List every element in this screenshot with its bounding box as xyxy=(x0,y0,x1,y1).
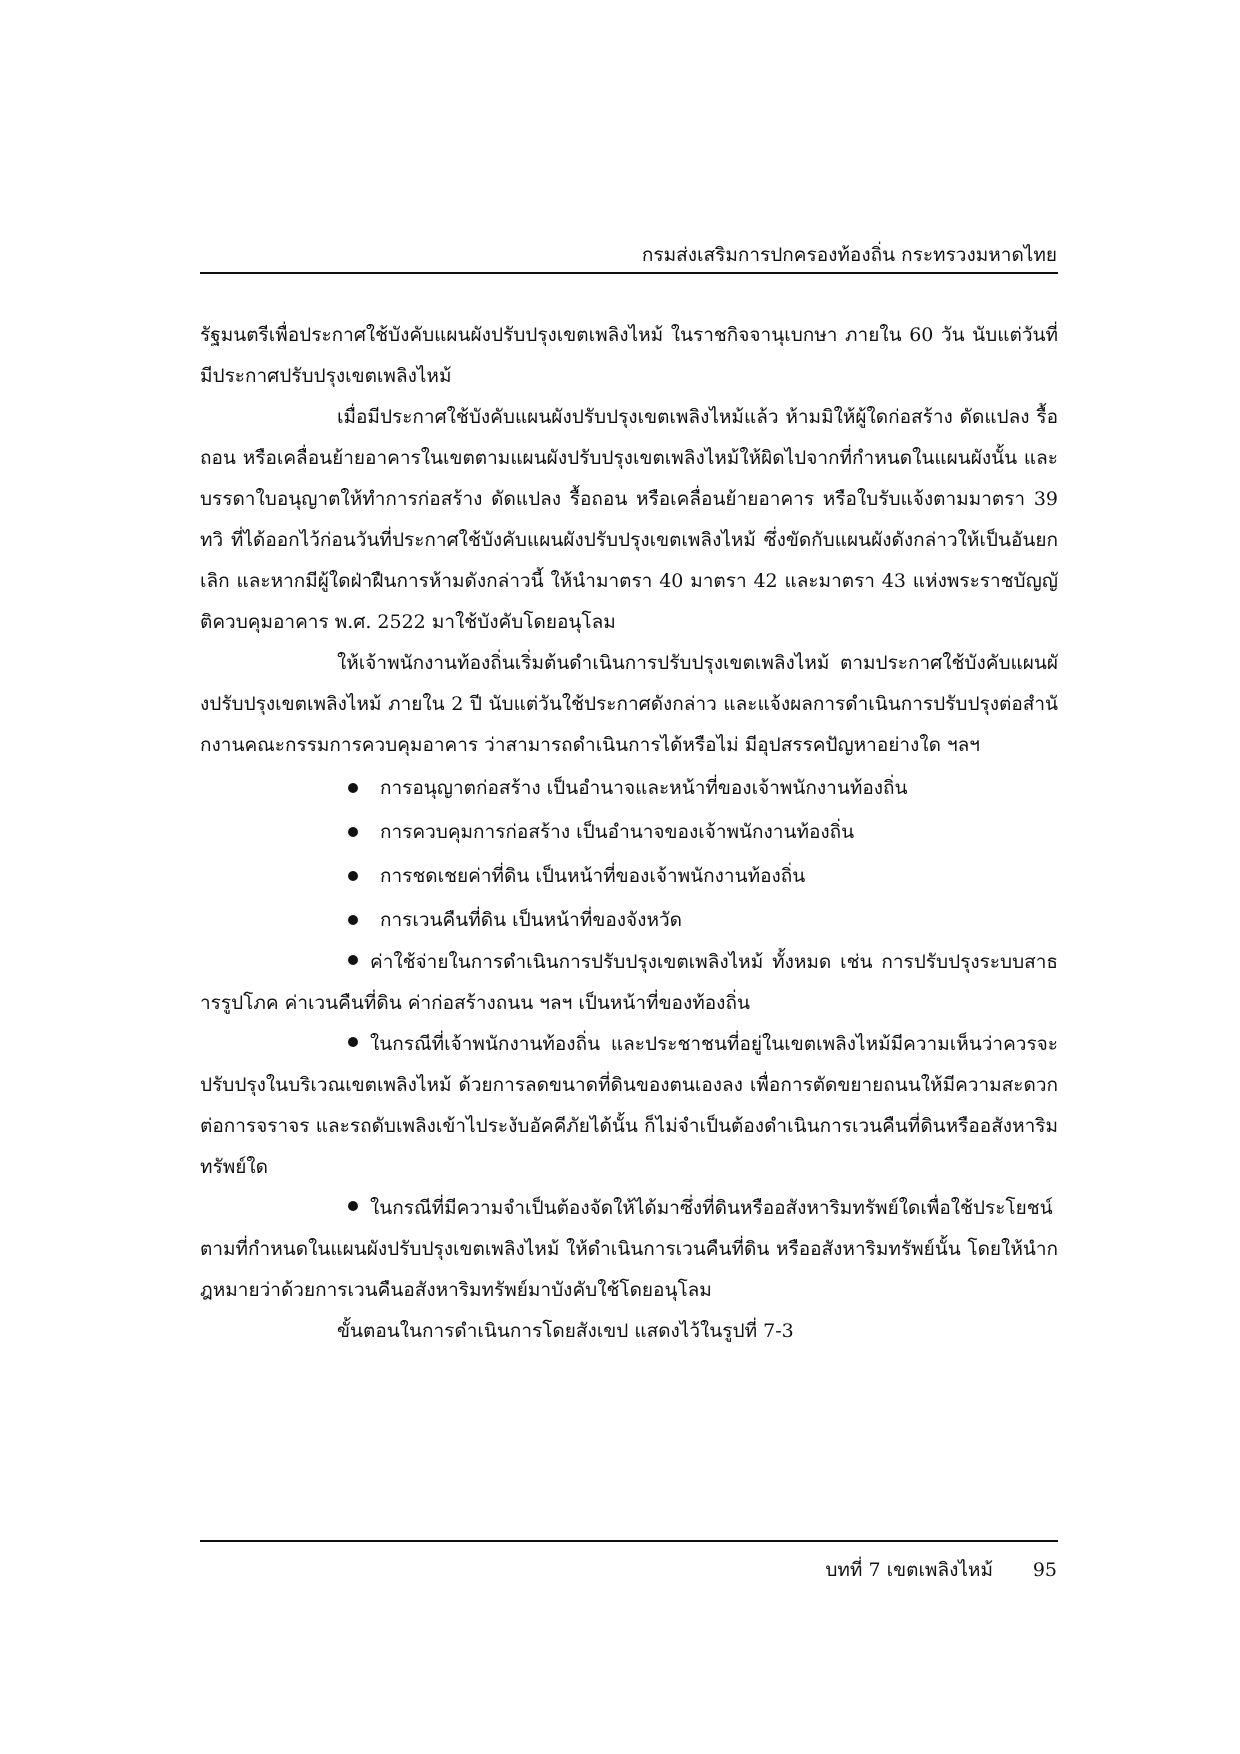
footer-chapter-title: บทที่ 7 เขตเพลิงไหม้ xyxy=(825,1559,993,1581)
bullet-icon xyxy=(348,1037,358,1047)
paragraph-1: รัฐมนตรีเพื่อประกาศใช้บังคับแผนผังปรับปรุงเขตเพลิงไหม้ ในราชกิจจานุเบกษา ภายใน 60 วัน นับแต่วันที่มีประกาศปรับปรุงเขตเพลิงไหม้ xyxy=(200,324,1058,387)
paragraph-2: เมื่อมีประกาศใช้บังคับแผนผังปรับปรุงเขตเพลิงไหม้แล้ว ห้ามมิให้ผู้ใดก่อสร้าง ดัดแปลง รื้อถอน หรือเคลื่อนย้ายอาคารในเขตตามแผนผังปรับปรุงเขตเพลิงไหม้ให้ผิดไปจากที่กำหนดในแผนผังนั้น และบรรดาใบอนุญาตให้ทำการก่อสร้าง ดัดแปลง รื้อถอน หรือเคลื่อนย้ายอาคาร หรือใบรับแจ้งตามมาตรา 39 ทวิ ที่ได้ออกไว้ก่อนวันที่ประกาศใช้บังคับแผนผังปรับปรุงเขตเพลิงไหม้ ซึ่งขัดกับแผนผังดังกล่าวให้เป็นอันยกเลิก และหากมีผู้ใดฝ่าฝืนการห้ามดังกล่าวนี้ ให้นำมาตรา 40 มาตรา 42 และมาตรา 43 แห่งพระราชบัญญัติควบคุมอาคาร พ.ศ. 2522 มาใช้บังคับโดยอนุโลม xyxy=(200,406,1058,633)
bullet-paragraph-text: ค่าใช้จ่ายในการดำเนินการปรับปรุงเขตเพลิงไหม้ ทั้งหมด เช่น การปรับปรุงระบบสาธารรูปโภค ค่าเวนคืนที่ดิน ค่าก่อสร้างถนน ฯลฯ เป็นหน้าที่ของท้องถิ่น xyxy=(200,951,1058,1014)
bullet-paragraph-text: ในกรณีที่เจ้าพนักงานท้องถิ่น และประชาชนที่อยู่ในเขตเพลิงไหม้มีความเห็นว่าควรจะปรับปรุงในบริเวณเขตเพลิงไหม้ ด้วยการลดขนาดที่ดินของตนเองลง เพื่อการตัดขยายถนนให้มีความสะดวกต่อการจราจร และรถดับเพลิงเข้าไประงับอัคคีภัยได้นั้น ก็ไม่จำเป็นต้องดำเนินการเวนคืนที่ดินหรืออสังหาริมทรัพย์ใด xyxy=(200,1033,1058,1178)
bullet-item xyxy=(200,854,1058,898)
bullet-text: การอนุญาตก่อสร้าง เป็นอำนาจและหน้าที่ของเจ้าพนักงานท้องถิ่น xyxy=(380,777,908,799)
bullet-item xyxy=(200,766,1058,810)
bullet-item xyxy=(200,898,1058,942)
bullet-icon xyxy=(348,827,358,837)
body-text xyxy=(200,315,1058,1352)
bullet-icon xyxy=(348,871,358,881)
bullet-text: การชดเชยค่าที่ดิน เป็นหน้าที่ของเจ้าพนักงานท้องถิ่น xyxy=(380,865,806,887)
header-rule xyxy=(200,272,1058,274)
paragraph-3: ให้เจ้าพนักงานท้องถิ่นเริ่มต้นดำเนินการปรับปรุงเขตเพลิงไหม้ ตามประกาศใช้บังคับแผนผังปรับปรุงเขตเพลิงไหม้ ภายใน 2 ปี นับแต่วันใช้ประกาศดังกล่าว และแจ้งผลการดำเนินการปรับปรุงต่อสำนักงานคณะกรรมการควบคุมอาคาร ว่าสามารถดำเนินการได้หรือไม่ มีอุปสรรคปัญหาอย่างใด ฯลฯ xyxy=(200,652,1058,756)
page-number: 95 xyxy=(1032,1559,1057,1581)
bullet-icon xyxy=(348,783,358,793)
bullet-paragraph xyxy=(200,1188,1058,1311)
bullet-icon xyxy=(348,955,358,965)
bullet-icon xyxy=(348,915,358,925)
bullet-item xyxy=(200,810,1058,854)
footer-rule xyxy=(200,1540,1058,1542)
bullet-paragraph-text: ในกรณีที่มีความจำเป็นต้องจัดให้ได้มาซึ่งที่ดินหรืออสังหาริมทรัพย์ใดเพื่อใช้ประโยชน์ตามที่กำหนดในแผนผังปรับปรุงเขตเพลิงไหม้ ให้ดำเนินการเวนคืนที่ดิน หรืออสังหาริมทรัพย์นั้น โดยให้นำกฎหมายว่าด้วยการเวนคืนอสังหาริมทรัพย์มาบังคับใช้โดยอนุโลม xyxy=(200,1197,1058,1301)
paragraph-last: ขั้นตอนในการดำเนินการโดยสังเขป แสดงไว้ในรูปที่ 7-3 xyxy=(337,1320,794,1342)
bullet-icon xyxy=(348,1201,358,1211)
bullet-paragraph xyxy=(200,1024,1058,1188)
bullet-text: การเวนคืนที่ดิน เป็นหน้าที่ของจังหวัด xyxy=(380,909,682,931)
bullet-text: การควบคุมการก่อสร้าง เป็นอำนาจของเจ้าพนักงานท้องถิ่น xyxy=(380,821,855,843)
bullet-paragraph xyxy=(200,942,1058,1024)
running-header: กรมส่งเสริมการปกครองท้องถิ่น กระทรวงมหาดไทย xyxy=(641,244,1057,266)
